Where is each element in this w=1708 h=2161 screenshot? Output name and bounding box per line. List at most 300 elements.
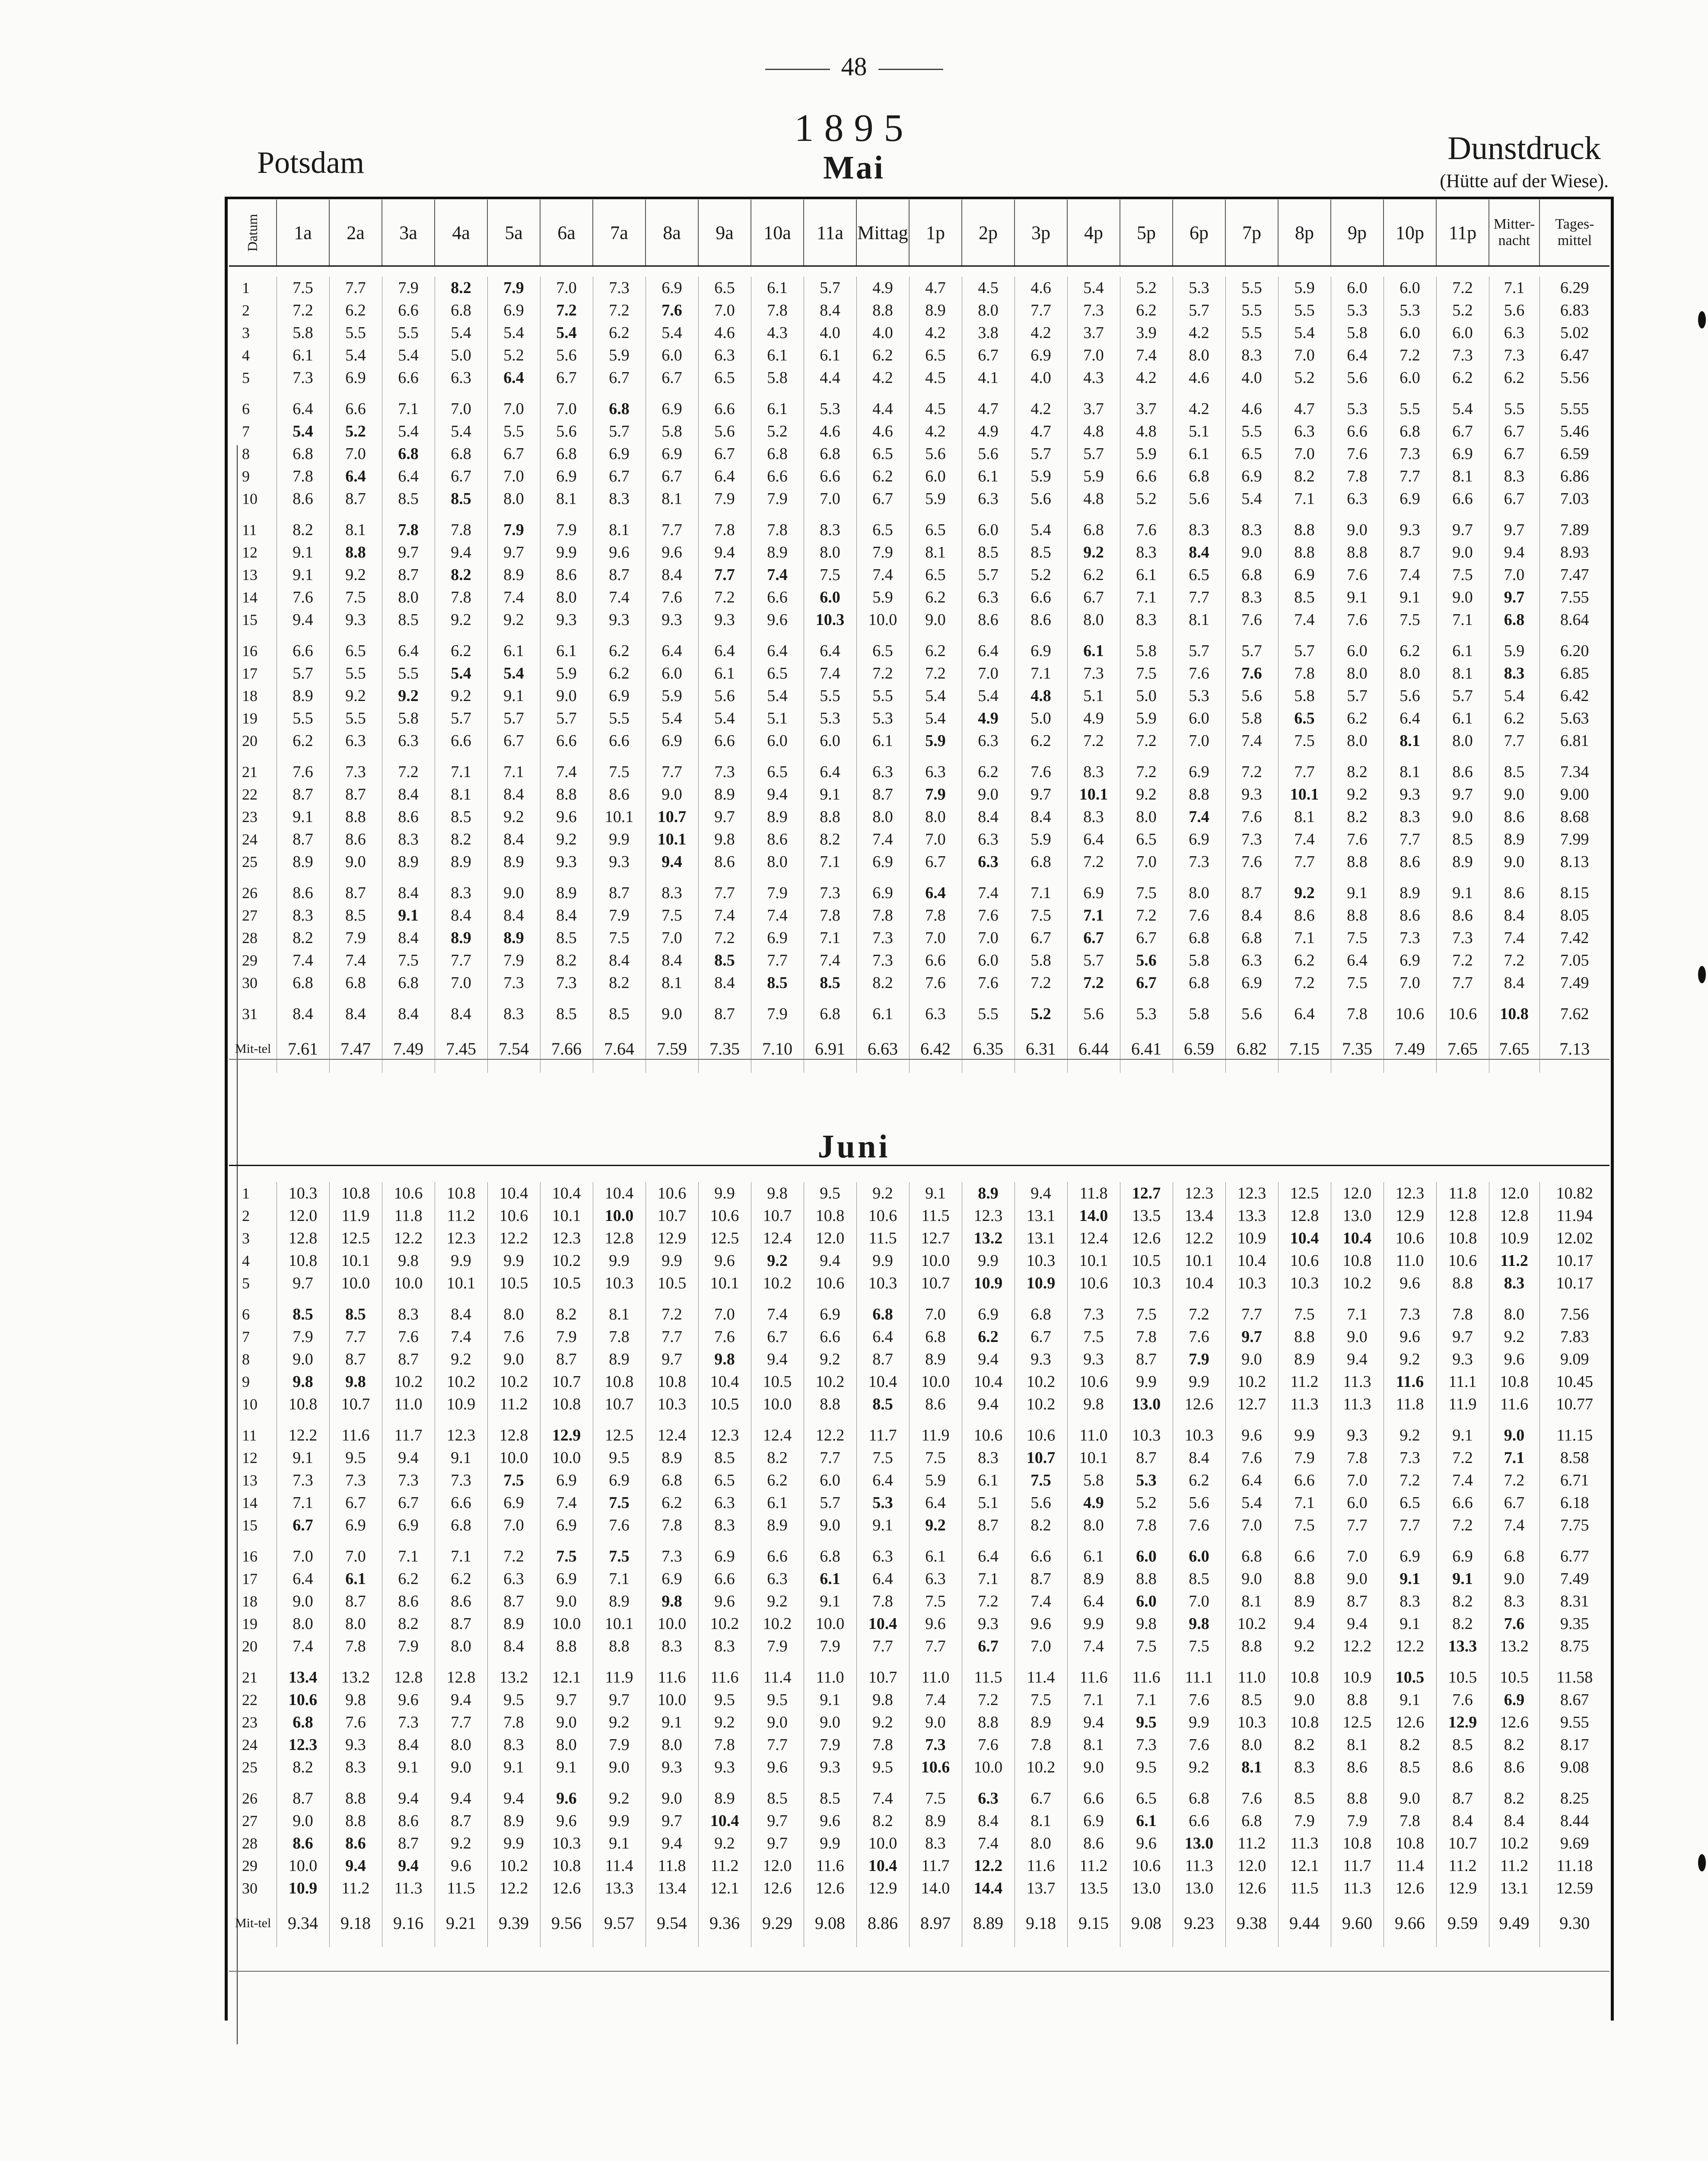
value-cell: 9.1: [909, 1182, 962, 1205]
day-cell: 16: [242, 642, 258, 660]
value-cell: 6.4: [804, 631, 856, 662]
value-cell: 6.4: [962, 1536, 1015, 1568]
value-cell: 10.7: [856, 1657, 909, 1689]
value-cell: 8.05: [1539, 904, 1609, 927]
value-cell: 5.4: [646, 707, 698, 730]
value-cell: 9.9: [698, 1182, 751, 1205]
value-cell: 7.5: [1436, 564, 1489, 586]
value-cell: 8.4: [646, 564, 698, 586]
value-cell: 12.2: [804, 1415, 856, 1447]
value-cell: 8.2: [856, 972, 909, 994]
table-row: [229, 510, 1609, 541]
value-cell: 10.6: [1436, 994, 1489, 1025]
value-cell: 13.2: [962, 1227, 1015, 1249]
value-cell: 9.6: [1225, 1415, 1278, 1447]
value-cell: 10.6: [856, 1205, 909, 1227]
value-cell: 12.7: [1225, 1393, 1278, 1415]
value-cell: 6.7: [962, 344, 1015, 367]
value-cell: 7.7: [435, 949, 487, 972]
value-cell: 5.0: [1015, 707, 1067, 730]
value-cell: 6.6: [329, 389, 382, 420]
value-cell: 10.4: [856, 1371, 909, 1393]
value-cell: 6.59: [1539, 443, 1609, 465]
value-cell: 9.0: [804, 1514, 856, 1536]
value-cell: 6.1: [1067, 1536, 1120, 1568]
value-cell: 9.0: [646, 994, 698, 1025]
value-cell: 6.2: [751, 1469, 804, 1492]
value-cell: 6.5: [1225, 443, 1278, 465]
value-cell: 13.0: [1173, 1877, 1225, 1900]
value-cell: 12.6: [1120, 1227, 1173, 1249]
value-cell: 10.0: [909, 1371, 962, 1393]
value-cell: 5.4: [698, 707, 751, 730]
value-cell: 8.6: [277, 873, 329, 904]
value-cell: 9.2: [751, 1249, 804, 1272]
value-cell: 10.4: [1278, 1227, 1331, 1249]
value-cell: 4.9: [1067, 1492, 1120, 1514]
value-cell: 10.1: [540, 1205, 593, 1227]
value-cell: 8.9: [487, 564, 540, 586]
value-cell: 7.8: [856, 1734, 909, 1756]
value-cell: 6.7: [646, 367, 698, 389]
value-cell: 8.7: [540, 1348, 593, 1371]
value-cell: 12.9: [540, 1415, 593, 1447]
value-cell: 6.2: [435, 1568, 487, 1590]
value-cell: 11.3: [1278, 1832, 1331, 1855]
day-cell: 14: [242, 589, 258, 606]
mean-cell: 7.66: [540, 1025, 593, 1073]
value-cell: 12.59: [1539, 1877, 1609, 1900]
value-cell: 7.6: [1173, 662, 1225, 685]
value-cell: 7.0: [1173, 730, 1225, 752]
value-cell: 8.9: [1278, 1590, 1331, 1613]
mean-cell: 9.08: [804, 1900, 856, 1947]
mean-cell: 6.42: [909, 1025, 962, 1073]
value-cell: 8.6: [1015, 609, 1067, 631]
value-cell: 7.1: [1015, 662, 1067, 685]
value-cell: 6.2: [1278, 949, 1331, 972]
value-cell: 12.8: [1436, 1205, 1489, 1227]
value-cell: 7.1: [277, 1492, 329, 1514]
value-cell: 4.1: [962, 367, 1015, 389]
value-cell: 12.8: [593, 1227, 646, 1249]
value-cell: 9.4: [646, 1832, 698, 1855]
value-cell: 9.8: [1173, 1613, 1225, 1635]
value-cell: 6.86: [1539, 465, 1609, 488]
value-cell: 8.8: [1331, 1779, 1384, 1810]
value-cell: 12.4: [1067, 1227, 1120, 1249]
value-cell: 7.4: [962, 873, 1015, 904]
value-cell: 7.2: [1436, 1447, 1489, 1469]
day-cell: 24: [242, 1736, 258, 1753]
value-cell: 8.7: [382, 564, 435, 586]
value-cell: 9.1: [1331, 586, 1384, 609]
value-cell: 8.3: [487, 1734, 540, 1756]
value-cell: 6.7: [1015, 1326, 1067, 1348]
value-cell: 6.9: [646, 730, 698, 752]
value-cell: 3.7: [1067, 389, 1120, 420]
value-cell: 12.2: [382, 1227, 435, 1249]
day-cell: 5: [242, 369, 250, 386]
value-cell: 12.6: [751, 1877, 804, 1900]
value-cell: 8.6: [1436, 752, 1489, 783]
value-cell: 13.0: [1120, 1877, 1173, 1900]
value-cell: 7.2: [1225, 752, 1278, 783]
value-cell: 12.3: [435, 1227, 487, 1249]
value-cell: 6.9: [487, 299, 540, 322]
value-cell: 12.4: [751, 1227, 804, 1249]
table-row: [229, 367, 1609, 389]
value-cell: 7.6: [1015, 752, 1067, 783]
value-cell: 8.2: [1489, 1734, 1539, 1756]
value-cell: 6.4: [804, 752, 856, 783]
value-cell: 12.3: [698, 1415, 751, 1447]
value-cell: 7.6: [1225, 806, 1278, 828]
value-cell: 6.0: [646, 344, 698, 367]
value-cell: 8.0: [1120, 806, 1173, 828]
value-cell: 9.1: [435, 1447, 487, 1469]
value-cell: 7.1: [1120, 586, 1173, 609]
value-cell: 10.9: [277, 1877, 329, 1900]
value-cell: 7.0: [1278, 443, 1331, 465]
value-cell: 10.0: [329, 1272, 382, 1294]
value-cell: 12.1: [540, 1657, 593, 1689]
value-cell: 11.94: [1539, 1205, 1609, 1227]
value-cell: 8.1: [1173, 609, 1225, 631]
value-cell: 7.5: [1015, 1469, 1067, 1492]
value-cell: 10.1: [698, 1272, 751, 1294]
value-cell: 7.9: [751, 994, 804, 1025]
value-cell: 12.6: [804, 1877, 856, 1900]
value-cell: 8.1: [1384, 730, 1436, 752]
value-cell: 5.7: [1225, 631, 1278, 662]
value-cell: 8.15: [1539, 873, 1609, 904]
value-cell: 7.4: [909, 1689, 962, 1711]
value-cell: 5.9: [1015, 465, 1067, 488]
value-cell: 6.29: [1539, 277, 1609, 299]
value-cell: 5.5: [382, 322, 435, 344]
value-cell: 5.7: [593, 420, 646, 443]
value-cell: 10.1: [593, 1613, 646, 1635]
table-row: [229, 685, 1609, 707]
value-cell: 9.8: [277, 1371, 329, 1393]
day-cell: 1: [242, 279, 250, 296]
value-cell: 7.5: [646, 904, 698, 927]
value-cell: 4.2: [1120, 367, 1173, 389]
value-cell: 7.4: [751, 564, 804, 586]
value-cell: 12.9: [646, 1227, 698, 1249]
value-cell: 7.2: [1489, 949, 1539, 972]
value-cell: 7.8: [487, 1711, 540, 1734]
value-cell: 13.7: [1015, 1877, 1067, 1900]
value-cell: 7.6: [1225, 851, 1278, 873]
value-cell: 7.8: [1120, 1514, 1173, 1536]
value-cell: 8.2: [540, 949, 593, 972]
day-cell: 21: [242, 763, 258, 781]
value-cell: 6.3: [1278, 420, 1331, 443]
value-cell: 7.4: [856, 1779, 909, 1810]
value-cell: 7.4: [856, 828, 909, 851]
value-cell: 9.2: [804, 1348, 856, 1371]
value-cell: 8.5: [1015, 541, 1067, 564]
value-cell: 8.5: [1278, 1779, 1331, 1810]
value-cell: 8.0: [1015, 1832, 1067, 1855]
value-cell: 11.5: [1278, 1877, 1331, 1900]
value-cell: 7.3: [329, 1469, 382, 1492]
mean-cell: 9.54: [646, 1900, 698, 1947]
value-cell: 8.5: [540, 927, 593, 949]
value-cell: 7.3: [1225, 828, 1278, 851]
value-cell: 10.6: [487, 1205, 540, 1227]
value-cell: 11.2: [698, 1855, 751, 1877]
value-cell: 7.5: [1278, 1294, 1331, 1326]
day-cell: 29: [242, 952, 258, 969]
value-cell: 5.2: [1278, 367, 1331, 389]
value-cell: 10.6: [962, 1415, 1015, 1447]
value-cell: 6.9: [540, 1514, 593, 1536]
value-cell: 7.9: [751, 873, 804, 904]
value-cell: 11.2: [1436, 1855, 1489, 1877]
value-cell: 9.5: [751, 1689, 804, 1711]
value-cell: 5.4: [1067, 277, 1120, 299]
value-cell: 5.5: [1489, 389, 1539, 420]
margin-mark: [1698, 311, 1706, 328]
value-cell: 6.4: [1067, 1590, 1120, 1613]
value-cell: 8.5: [962, 541, 1015, 564]
value-cell: 6.2: [435, 631, 487, 662]
value-cell: 8.7: [856, 783, 909, 806]
value-cell: 7.4: [329, 949, 382, 972]
value-cell: 7.0: [1489, 564, 1539, 586]
value-cell: 5.3: [1173, 277, 1225, 299]
mean-cell: 8.86: [856, 1900, 909, 1947]
mean-cell: 9.36: [698, 1900, 751, 1947]
year-title: 1895: [794, 107, 914, 150]
value-cell: 9.2: [382, 685, 435, 707]
header-hour: [909, 200, 962, 266]
value-cell: 9.1: [487, 685, 540, 707]
value-cell: 9.9: [1173, 1711, 1225, 1734]
value-cell: 6.3: [856, 1536, 909, 1568]
table-row: [229, 1469, 1609, 1492]
value-cell: 6.5: [909, 344, 962, 367]
value-cell: 6.3: [909, 1568, 962, 1590]
value-cell: 7.8: [751, 510, 804, 541]
value-cell: 8.3: [1120, 609, 1173, 631]
value-cell: 12.2: [1331, 1635, 1384, 1657]
value-cell: 6.1: [1120, 564, 1173, 586]
value-cell: 11.3: [1331, 1393, 1384, 1415]
value-cell: 8.4: [382, 994, 435, 1025]
value-cell: 10.2: [1489, 1832, 1539, 1855]
value-cell: 7.6: [1225, 1447, 1278, 1469]
value-cell: 10.3: [277, 1182, 329, 1205]
value-cell: 6.5: [698, 277, 751, 299]
value-cell: 6.4: [646, 631, 698, 662]
value-cell: 10.3: [1120, 1415, 1173, 1447]
value-cell: 11.0: [1067, 1415, 1120, 1447]
value-cell: 9.1: [593, 1832, 646, 1855]
value-cell: 10.6: [1067, 1371, 1120, 1393]
value-cell: 7.5: [540, 1536, 593, 1568]
value-cell: 8.0: [540, 1734, 593, 1756]
value-cell: 9.3: [698, 609, 751, 631]
value-cell: 12.6: [1225, 1877, 1278, 1900]
value-cell: 8.2: [1278, 1734, 1331, 1756]
value-cell: 10.6: [1120, 1855, 1173, 1877]
value-cell: 10.4: [593, 1182, 646, 1205]
value-cell: 6.2: [593, 322, 646, 344]
value-cell: 6.1: [962, 1469, 1015, 1492]
value-cell: 10.0: [540, 1613, 593, 1635]
value-cell: 8.5: [593, 994, 646, 1025]
value-cell: 8.0: [1173, 344, 1225, 367]
table-row: [229, 1371, 1609, 1393]
value-cell: 6.9: [540, 1469, 593, 1492]
value-cell: 5.63: [1539, 707, 1609, 730]
header-hour: [329, 200, 382, 266]
value-cell: 6.9: [593, 1469, 646, 1492]
value-cell: 9.0: [1384, 1779, 1436, 1810]
table-row: [229, 1756, 1609, 1779]
value-cell: 7.0: [698, 1294, 751, 1326]
value-cell: 9.9: [1120, 1371, 1173, 1393]
value-cell: 10.1: [1067, 783, 1120, 806]
value-cell: 4.8: [1067, 488, 1120, 510]
day-cell: 10: [242, 490, 258, 507]
value-cell: 8.6: [1489, 1756, 1539, 1779]
value-cell: 7.3: [804, 873, 856, 904]
value-cell: 6.8: [804, 994, 856, 1025]
value-cell: 13.5: [1120, 1205, 1173, 1227]
value-cell: 9.2: [909, 1514, 962, 1536]
day-cell: 19: [242, 1615, 258, 1632]
value-cell: 8.5: [1225, 1689, 1278, 1711]
table-row: [229, 420, 1609, 443]
table-row: [229, 1492, 1609, 1514]
value-cell: 9.0: [487, 873, 540, 904]
header-hour-text: 4p: [1084, 222, 1103, 243]
value-cell: 10.7: [646, 1205, 698, 1227]
value-cell: 7.2: [909, 662, 962, 685]
value-cell: 5.2: [1015, 564, 1067, 586]
value-cell: 8.9: [1489, 828, 1539, 851]
value-cell: 9.5: [1120, 1756, 1173, 1779]
value-cell: 8.4: [1489, 972, 1539, 994]
value-cell: 9.6: [909, 1613, 962, 1635]
table-row: [229, 1613, 1609, 1635]
value-cell: 9.9: [487, 1832, 540, 1855]
value-cell: 7.9: [751, 1635, 804, 1657]
value-cell: 12.3: [277, 1734, 329, 1756]
value-cell: 8.6: [277, 488, 329, 510]
value-cell: 8.0: [1067, 609, 1120, 631]
value-cell: 9.2: [1489, 1326, 1539, 1348]
value-cell: 6.7: [909, 851, 962, 873]
value-cell: 8.9: [1436, 851, 1489, 873]
value-cell: 8.9: [487, 1613, 540, 1635]
value-cell: 7.2: [1436, 1514, 1489, 1536]
value-cell: 6.1: [751, 389, 804, 420]
value-cell: 3.7: [1120, 389, 1173, 420]
value-cell: 5.6: [1173, 488, 1225, 510]
value-cell: 9.0: [540, 1711, 593, 1734]
value-cell: 6.6: [1331, 420, 1384, 443]
value-cell: 6.5: [909, 564, 962, 586]
value-cell: 9.6: [804, 1810, 856, 1832]
value-cell: 3.7: [1067, 322, 1120, 344]
value-cell: 10.6: [1015, 1415, 1067, 1447]
value-cell: 8.7: [1384, 541, 1436, 564]
value-cell: 7.2: [1067, 730, 1120, 752]
value-cell: 10.9: [1331, 1657, 1384, 1689]
value-cell: 11.0: [1384, 1249, 1436, 1272]
value-cell: 7.6: [487, 1326, 540, 1348]
value-cell: 8.5: [804, 1779, 856, 1810]
mean-cell: 9.16: [382, 1900, 435, 1947]
day-cell: 17: [242, 665, 258, 682]
value-cell: 7.8: [329, 1635, 382, 1657]
value-cell: 7.5: [1015, 904, 1067, 927]
value-cell: 6.4: [856, 1469, 909, 1492]
value-cell: 10.6: [1384, 994, 1436, 1025]
mean-label: Mit-tel: [235, 1916, 271, 1930]
value-cell: 8.8: [1436, 1272, 1489, 1294]
value-cell: 9.1: [804, 783, 856, 806]
value-cell: 7.6: [909, 972, 962, 994]
value-cell: 7.5: [1015, 1689, 1067, 1711]
value-cell: 6.4: [382, 465, 435, 488]
value-cell: 13.2: [329, 1657, 382, 1689]
table-row: [229, 1779, 1609, 1810]
value-cell: 11.6: [1015, 1855, 1067, 1877]
value-cell: 6.9: [329, 1514, 382, 1536]
table-row: [229, 1227, 1609, 1249]
value-cell: 8.6: [1489, 873, 1539, 904]
value-cell: 8.0: [962, 299, 1015, 322]
value-cell: 7.7: [1489, 730, 1539, 752]
value-cell: 5.3: [804, 707, 856, 730]
value-cell: 6.2: [909, 586, 962, 609]
day-cell: 13: [242, 566, 258, 583]
value-cell: 5.6: [1173, 1492, 1225, 1514]
value-cell: 7.0: [962, 927, 1015, 949]
margin-mark: [1698, 966, 1706, 983]
value-cell: 8.2: [435, 277, 487, 299]
header-hour: [540, 200, 593, 266]
value-cell: 10.2: [540, 1249, 593, 1272]
value-cell: 8.3: [1278, 1756, 1331, 1779]
value-cell: 10.7: [1015, 1447, 1067, 1469]
value-cell: 8.7: [856, 1348, 909, 1371]
value-cell: 6.8: [435, 443, 487, 465]
value-cell: 8.2: [1436, 1613, 1489, 1635]
value-cell: 11.2: [487, 1393, 540, 1415]
value-cell: 9.9: [540, 541, 593, 564]
value-cell: 7.0: [1225, 1514, 1278, 1536]
value-cell: 10.8: [1489, 994, 1539, 1025]
value-cell: 8.2: [435, 828, 487, 851]
value-cell: 12.4: [751, 1415, 804, 1447]
value-cell: 9.0: [435, 1756, 487, 1779]
value-cell: 8.4: [804, 299, 856, 322]
header-tagesmittel-text: Tages-mittel: [1555, 216, 1594, 249]
value-cell: 7.4: [435, 1326, 487, 1348]
value-cell: 7.4: [1015, 1590, 1067, 1613]
value-cell: 8.4: [487, 783, 540, 806]
day-cell: 23: [242, 808, 258, 826]
value-cell: 11.7: [856, 1415, 909, 1447]
